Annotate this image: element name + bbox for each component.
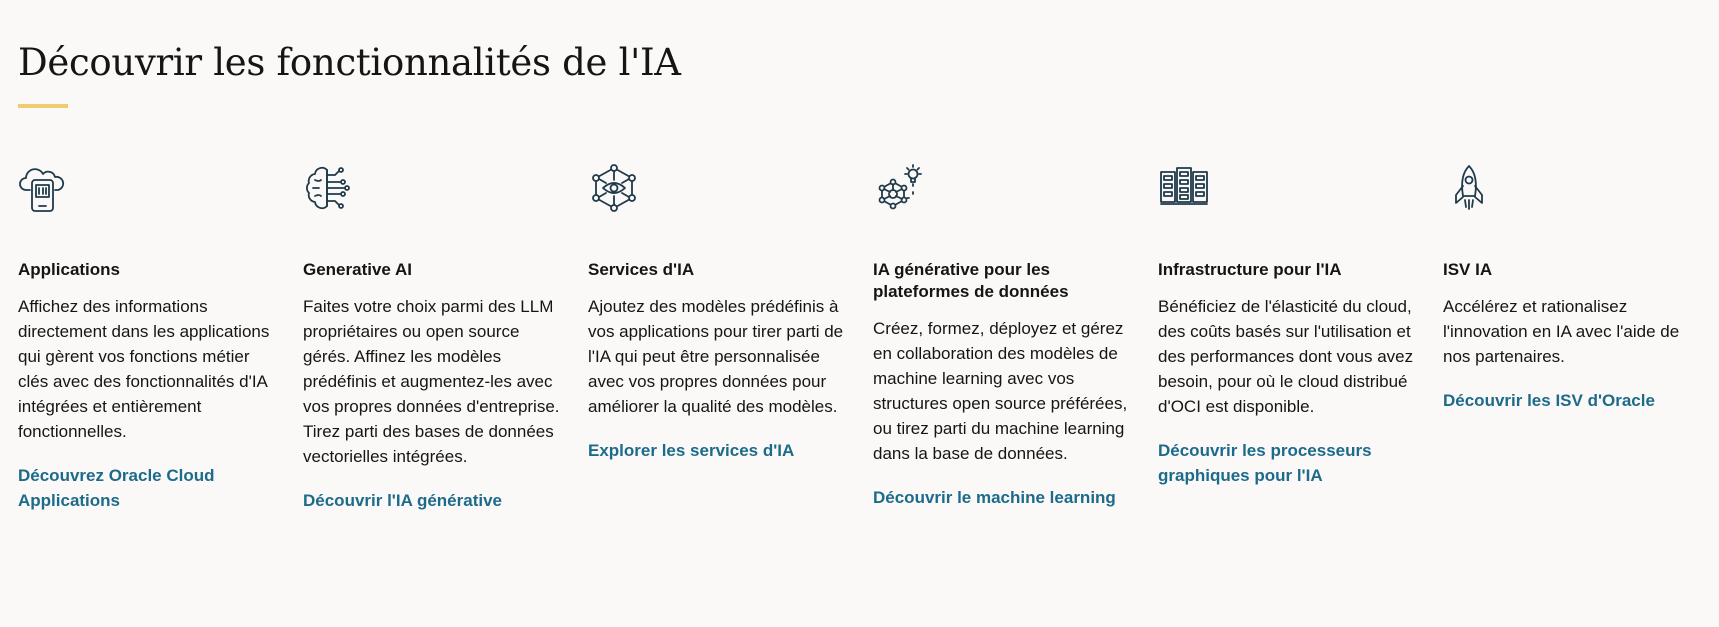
card-title: Services d'IA (588, 260, 695, 279)
card-title: Generative AI (303, 260, 412, 279)
ai-services-link[interactable]: Explorer les services d'IA (588, 441, 795, 460)
card-description: Accélérez et rationalisez l'innovation en IA avec l'aide de nos partenaires. (1443, 297, 1680, 366)
machine-learning-link[interactable]: Découvrir le machine learning (873, 488, 1116, 507)
card-data-platforms (873, 162, 1158, 513)
server-racks-icon (1158, 162, 1210, 214)
card-generative-ai (303, 162, 588, 513)
rocket-icon (1443, 162, 1495, 214)
cloud-device-icon (18, 162, 70, 214)
network-lightbulb-icon (873, 162, 925, 214)
card-title: Infrastructure pour l'IA (1158, 260, 1342, 279)
title-accent-bar (18, 104, 68, 108)
isv-link[interactable]: Découvrir les ISV d'Oracle (1443, 391, 1655, 410)
capability-cards (18, 162, 1719, 513)
card-description: Créez, formez, déployez et gérez en collaboration des modèles de machine learning avec vos structures open source préférées, ou tirez parti du machine learning dans la base de données. (873, 319, 1128, 463)
card-title: ISV IA (1443, 260, 1493, 279)
ai-network-eye-icon (588, 162, 640, 214)
card-title: Applications (18, 260, 121, 279)
card-isv (1443, 162, 1719, 513)
card-ai-services (588, 162, 873, 513)
card-infrastructure (1158, 162, 1443, 513)
card-description: Bénéficiez de l'élasticité du cloud, des coûts basés sur l'utilisation et des performances dont vous avez besoin, pour où le cloud distribué d'OCI est disponible. (1158, 297, 1414, 416)
card-description: Faites votre choix parmi des LLM propriétaires ou open source gérés. Affinez les modèles prédéfinis et augmentez-les avec vos propres données d'entreprise. Tirez parti des bases de données vectorielles intégrées. (303, 297, 560, 466)
gpu-link[interactable]: Découvrir les processeurs graphiques pour l'IA (1158, 441, 1372, 485)
generative-ai-link[interactable]: Découvrir l'IA générative (303, 491, 502, 510)
applications-link[interactable]: Découvrez Oracle Cloud Applications (18, 466, 215, 510)
page-title: Découvrir les fonctionnalités de l'IA (18, 41, 681, 84)
card-description: Ajoutez des modèles prédéfinis à vos applications pour tirer parti de l'IA qui peut être personnalisée avec vos propres données pour améliorer la qualité des modèles. (588, 297, 844, 416)
card-description: Affichez des informations directement dans les applications qui gèrent vos fonctions métier clés avec des fonctionnalités d'IA intégrées et entièrement fonctionnelles. (18, 297, 270, 441)
card-title: IA générative pour les plateformes de données (873, 260, 1069, 301)
brain-circuit-icon (303, 162, 355, 214)
card-applications (18, 162, 303, 513)
